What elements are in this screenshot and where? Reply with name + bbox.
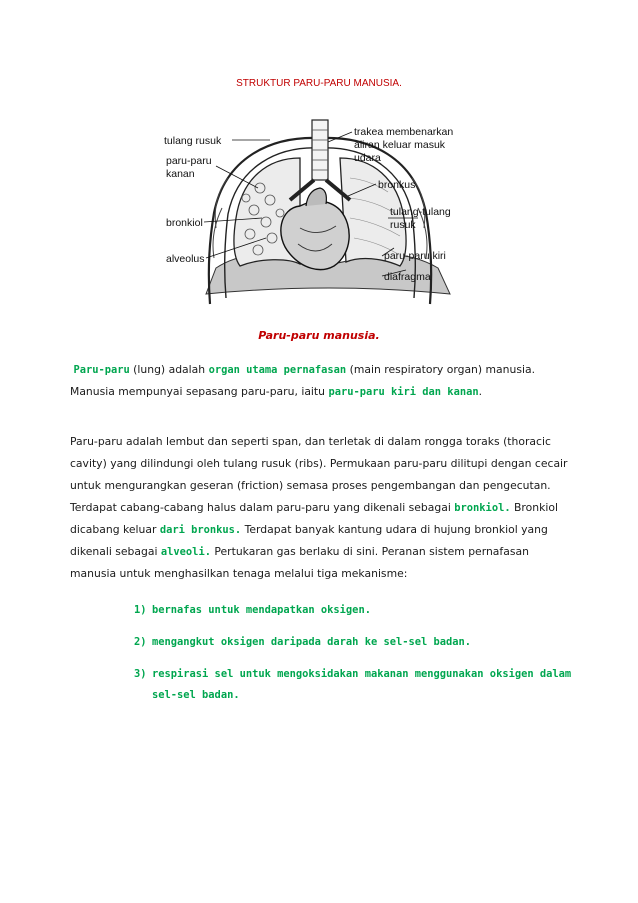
- svg-text:trakea membenarkan: [354, 126, 453, 138]
- label-paru-kanan-2: kanan: [166, 168, 195, 180]
- svg-text:tulang rusuk: [164, 135, 222, 147]
- svg-text:bronkiol: [166, 217, 203, 229]
- svg-text:bronkus: [378, 179, 415, 191]
- term-bronkus: dari bronkus.: [159, 524, 242, 536]
- label-paru-kiri: paru-paru kiri: [384, 250, 446, 262]
- list-item: 2) mengangkut oksigen daripada darah ke sel-sel badan.: [134, 636, 472, 648]
- svg-text:tulang-tulang: [390, 206, 451, 218]
- list-item: 3) respirasi sel untuk mengoksidakan makanan menggunakan oksigen dalam sel-sel badan.: [134, 668, 572, 701]
- svg-text:diafragma: [384, 271, 431, 283]
- label-trakea-3: udara: [354, 152, 381, 164]
- document-title: STRUKTUR PARU-PARU MANUSIA.: [236, 78, 402, 89]
- svg-text:kanan: [166, 168, 195, 180]
- label-tulang-tulang-2: rusuk: [390, 219, 416, 231]
- list-item: 1) bernafas untuk mendapatkan oksigen.: [134, 604, 371, 616]
- mechanism-list: [134, 600, 574, 717]
- paragraph-intro: Paru-paru (lung) adalah organ utama pernafasan (main respiratory organ) manusia. Manusia mempunyai sepasang paru-paru, iaitu paru-paru kiri dan kanan.: [70, 363, 536, 398]
- svg-text:aliran keluar masuk: [354, 139, 446, 151]
- svg-text:rusuk: [390, 219, 416, 231]
- svg-text:paru-paru kiri: [384, 250, 446, 262]
- label-alveolus: alveolus: [166, 253, 205, 265]
- label-trakea: trakea membenarkan: [354, 126, 454, 138]
- svg-text:alveolus: [166, 253, 205, 265]
- label-bronkus: bronkus: [378, 179, 416, 191]
- figure-caption: Paru-paru manusia.: [258, 329, 380, 342]
- label-bronkiol: bronkiol: [166, 217, 203, 229]
- term-bronkiol: bronkiol.: [454, 502, 511, 514]
- term-alveoli: alveoli.: [160, 546, 211, 558]
- paragraph-body: Paru-paru adalah lembut dan seperti span, dan terletak di dalam rongga toraks (thoracic cavity) yang dilindungi oleh tulang rusuk (ribs). Permukaan paru-paru dilitupi dengan cecair untuk mengurangkan geseran (friction) semasa proses pengembangan dan pengecutan. Terdapat cabang-cabang halus dalam paru-paru yang dikenali sebagai bronkiol. Bronkiol dicabang keluar dari bronkus. Terdapat banyak kantung udara di hujung bronkiol yang dikenali sebagai alveoli. Pertukaran gas berlaku di sini. Peranan sistem pernafasan manusia untuk menghasilkan tenaga melalui tiga mekanisme:: [70, 435, 568, 580]
- term-kiri-kanan: paru-paru kiri dan kanan: [328, 386, 479, 398]
- lung-diagram: [150, 118, 490, 318]
- label-diafragma: diafragma: [384, 271, 431, 283]
- label-paru-kanan: paru-paru: [166, 155, 212, 167]
- term-organ-utama: organ utama pernafasan: [208, 364, 347, 376]
- svg-text:udara: [354, 152, 381, 164]
- label-tulang-rusuk: tulang rusuk: [164, 135, 222, 147]
- label-trakea-2: aliran keluar masuk: [354, 139, 446, 151]
- term-paru-paru: Paru-paru: [73, 364, 130, 376]
- svg-text:paru-paru: [166, 155, 212, 167]
- label-tulang-tulang: tulang-tulang: [390, 206, 451, 218]
